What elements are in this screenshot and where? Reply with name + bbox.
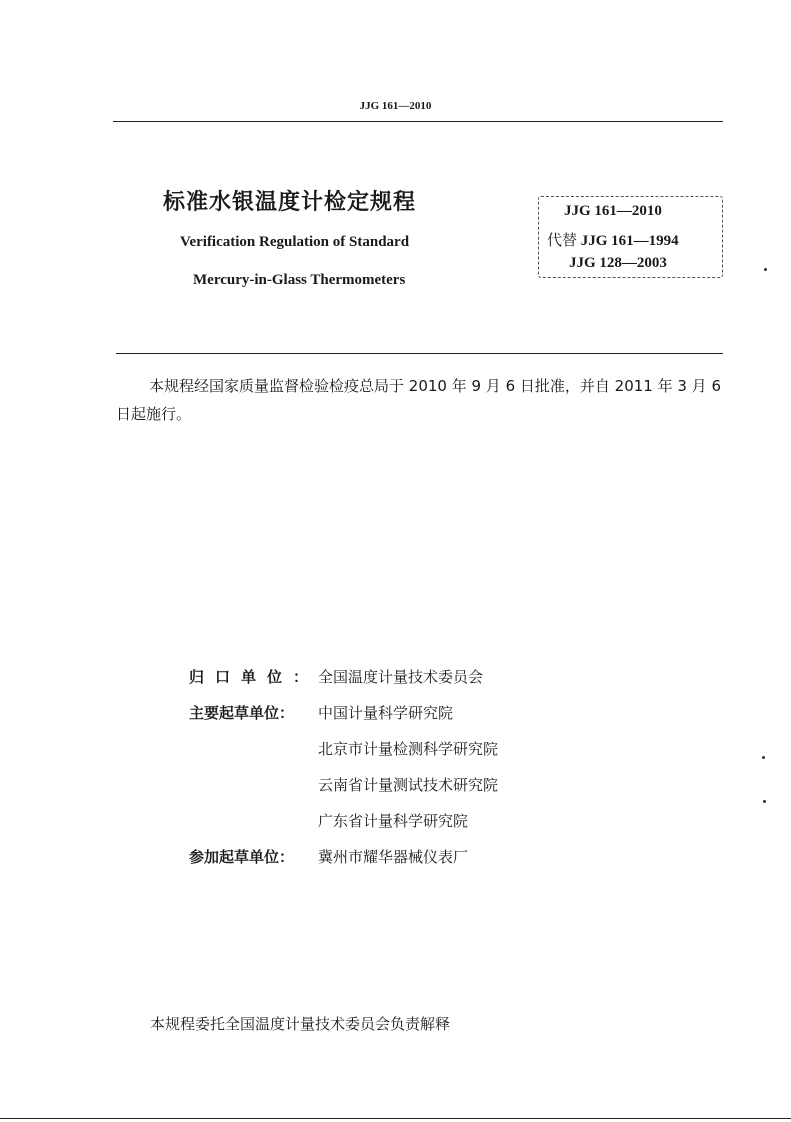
main-drafter-row [189, 700, 639, 736]
replaced-code-2: JJG 128—2003 [569, 255, 667, 271]
approval-statement: 本规程经国家质量监督检验检疫总局于 2010 年 9 月 6 日批准，并自 2011 年 3 月 6 日起施行。 [116, 377, 721, 423]
main-drafter: 云南省计量测试技术研究院 [318, 776, 499, 794]
interpretation-note: 本规程委托全国温度计量技术委员会负责解释 [150, 1015, 451, 1033]
current-code: JJG 161—2010 [564, 203, 662, 219]
main-drafter-row [189, 736, 639, 772]
title-chinese: 标准水银温度计检定规程 [163, 190, 417, 215]
title-rule [116, 353, 723, 354]
replaces-prefix: 代替 [547, 231, 578, 249]
main-drafter-row [189, 808, 639, 844]
participating-units-label: 参加起草单位： [189, 848, 295, 866]
running-head: JJG 161—2010 [359, 100, 432, 112]
page-bottom-rule [0, 1118, 791, 1119]
main-drafters-label: 主要起草单位： [189, 704, 295, 722]
organization-list [189, 664, 639, 880]
scan-speck [763, 800, 766, 803]
responsible-unit: 全国温度计量技术委员会 [318, 668, 484, 686]
replaces-line [547, 229, 679, 250]
main-drafter: 中国计量科学研究院 [318, 704, 454, 722]
main-drafter: 北京市计量检测科学研究院 [318, 740, 499, 758]
title-english-line1: Verification Regulation of Standard [180, 234, 410, 250]
title-english-line2: Mercury-in-Glass Thermometers [193, 272, 406, 288]
replaced-code-1: JJG 161—1994 [580, 233, 679, 249]
participating-unit-row [189, 844, 639, 880]
participating-unit: 冀州市耀华器械仪表厂 [318, 848, 469, 866]
main-drafter-row [189, 772, 639, 808]
standard-code-box [538, 196, 723, 278]
header-rule [113, 121, 723, 122]
scan-speck [762, 756, 765, 759]
scan-speck [764, 268, 767, 271]
responsible-unit-row [189, 664, 639, 700]
main-drafter: 广东省计量科学研究院 [318, 812, 469, 830]
responsible-unit-label: 归口单位： [189, 668, 320, 686]
